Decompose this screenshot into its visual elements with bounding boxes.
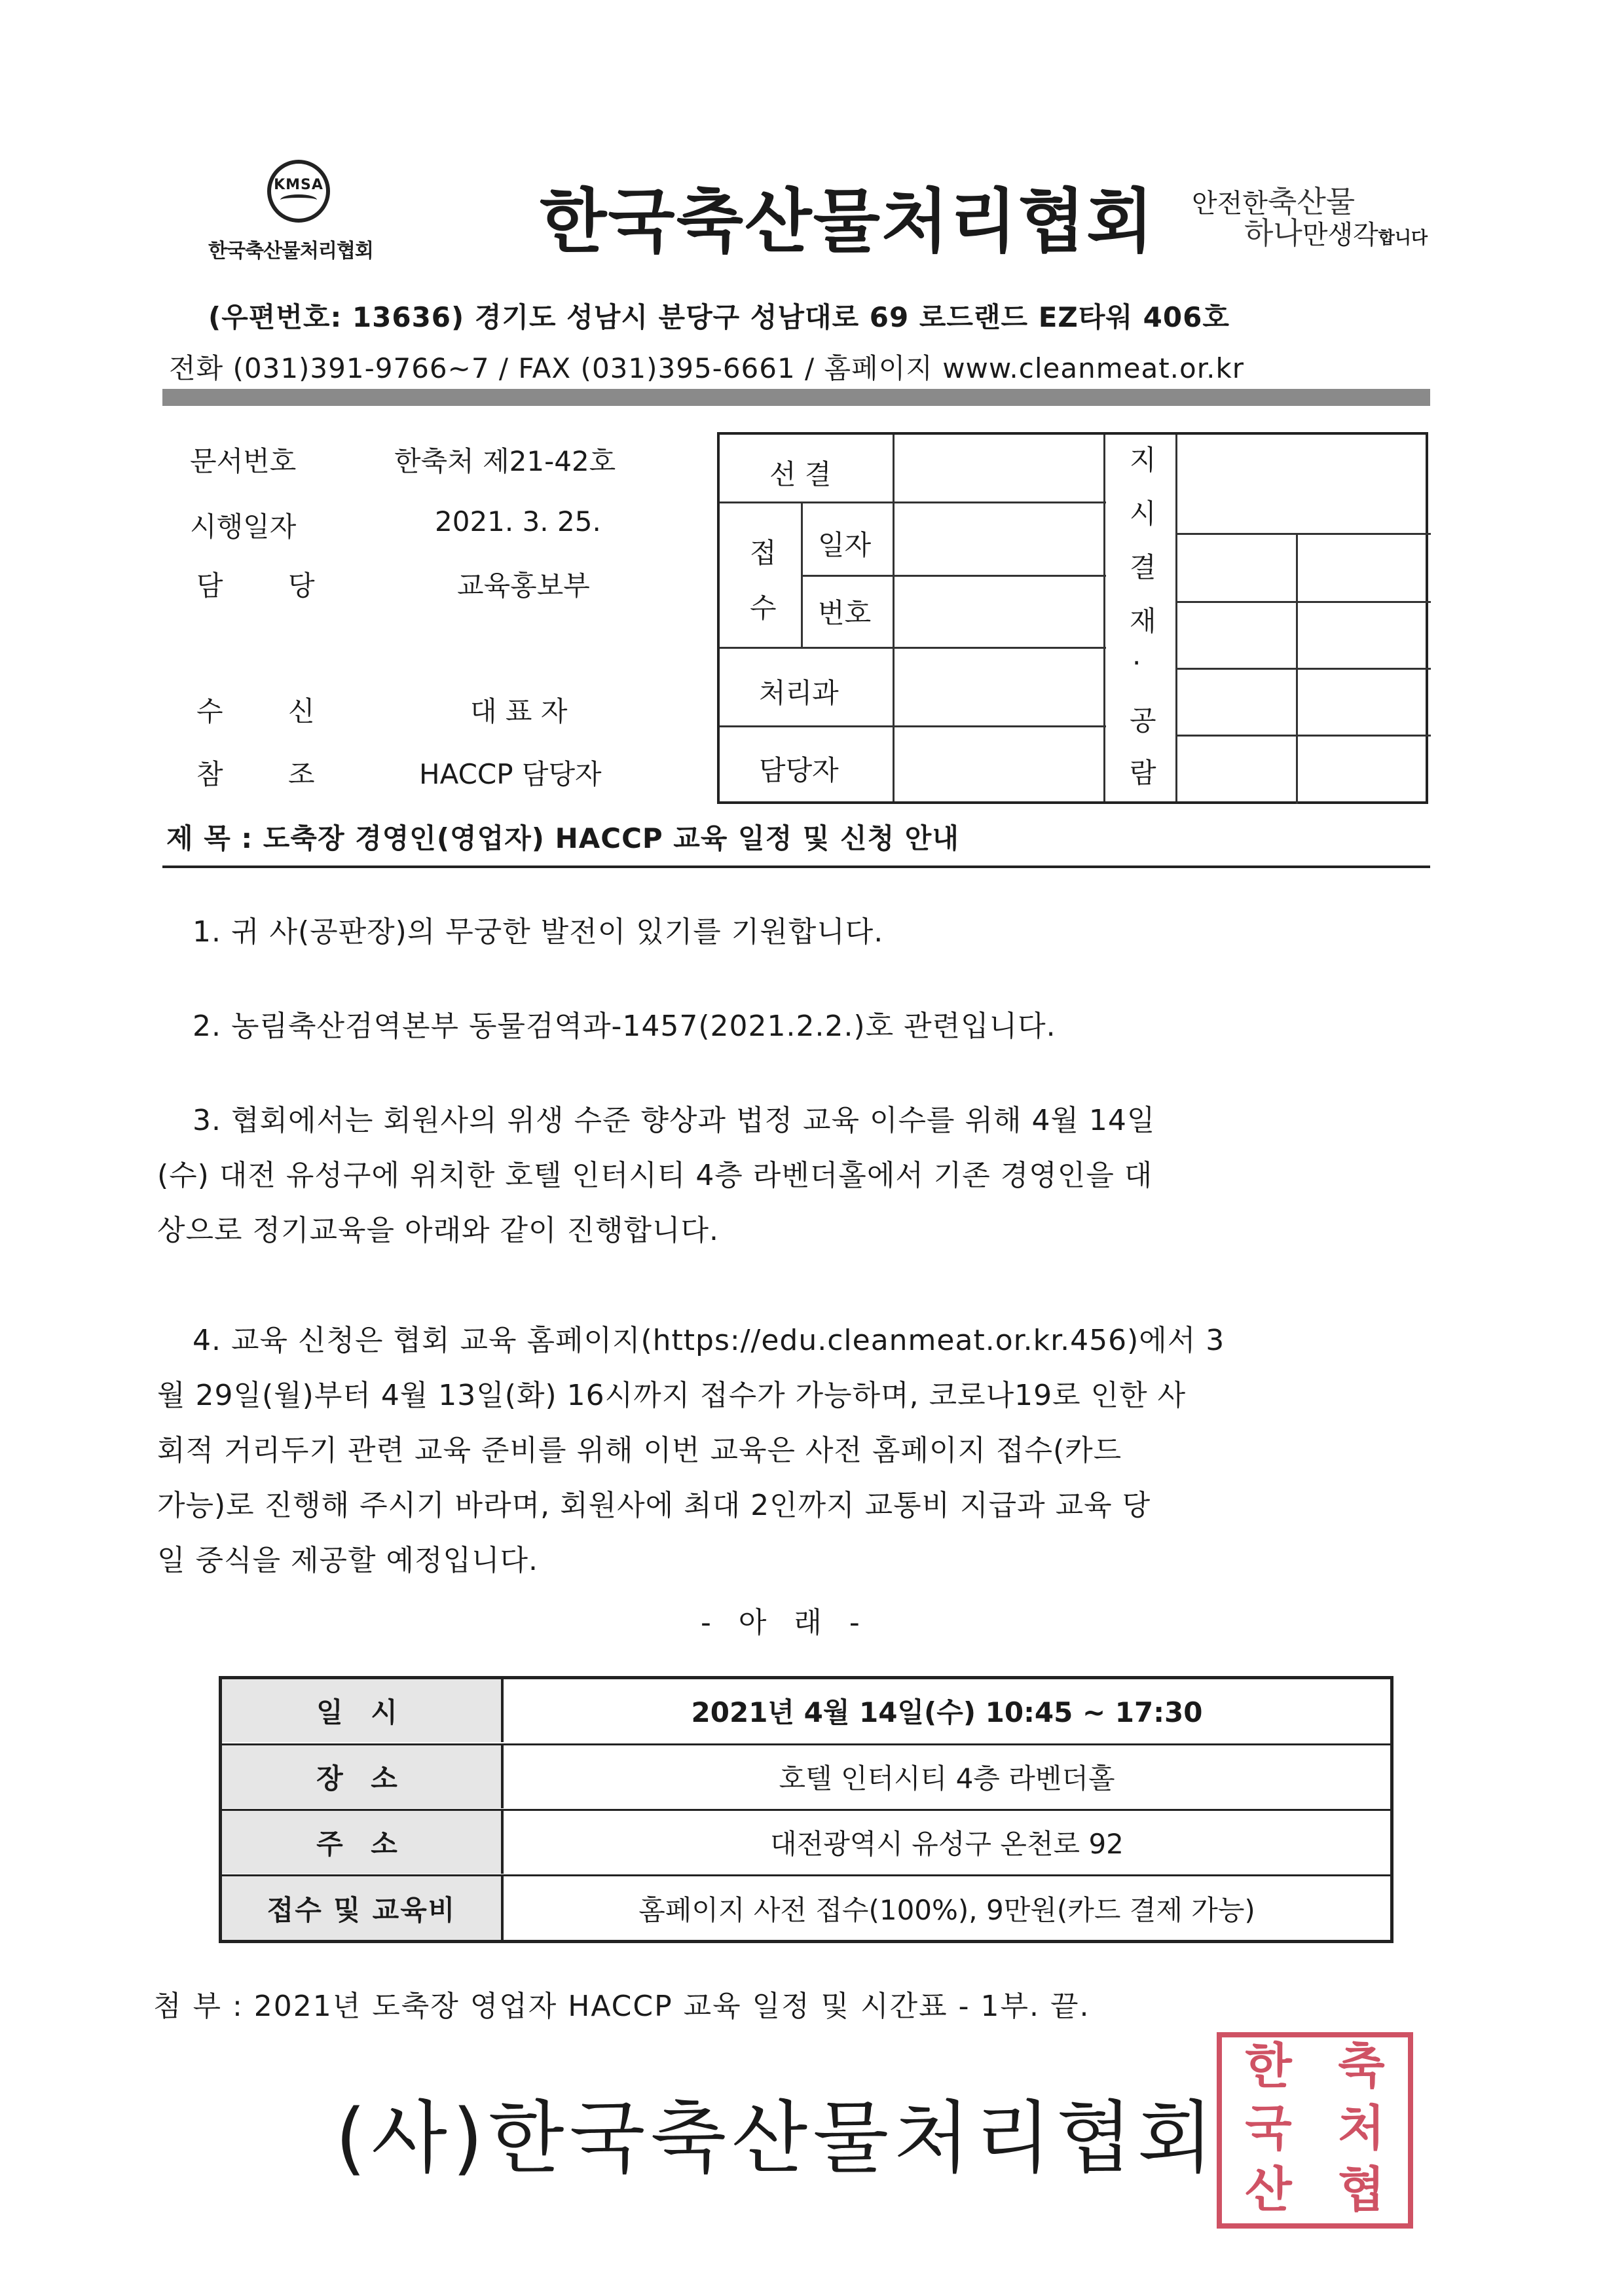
- signature-org-name: (사)한국축산물처리협회: [335, 2093, 1219, 2184]
- processing-dept-label: 처리과: [759, 677, 839, 709]
- subject-divider: [162, 866, 1430, 868]
- schedule-value: 홈페이지 사전 접수(100%), 9만원(카드 결제 가능): [638, 1893, 1255, 1926]
- slogan-word: 만생각: [1302, 220, 1378, 250]
- paragraph-4-line: 월 29일(월)부터 4월 13일(화) 16시까지 접수가 가능하며, 코로나19로 인한 사: [157, 1379, 1187, 1412]
- seal-char: 산: [1245, 2162, 1292, 2219]
- charge-label: 담: [196, 570, 223, 602]
- receipt-label: 접: [750, 537, 777, 569]
- charge-department: 교육홍보부: [457, 570, 590, 602]
- schedule-label: 접수 및 교육비: [222, 1876, 504, 1940]
- receipt-date-label: 일자: [818, 529, 872, 561]
- reference: HACCP 담당자: [419, 758, 602, 790]
- table-row: [222, 1876, 1390, 1940]
- approval-vertical-char: 공: [1130, 704, 1156, 737]
- attachment-note: 첨 부 : 2021년 도축장 영업자 HACCP 교육 일정 및 시간표 - 1부. 끝.: [153, 1990, 1090, 2023]
- logo-caption: 한국축산물처리협회: [208, 240, 373, 263]
- paragraph-1: 1. 귀 사(공판장)의 무궁한 발전이 있기를 기원합니다.: [193, 915, 884, 949]
- approval-vertical-char: 시: [1130, 498, 1156, 530]
- slogan-word: 안전한: [1192, 189, 1268, 219]
- seal-char: 한: [1245, 2038, 1292, 2094]
- header-divider-bar: [162, 389, 1430, 406]
- kmsa-logo: [267, 160, 330, 223]
- seal-char: 처: [1338, 2100, 1385, 2157]
- official-seal: [1217, 2032, 1413, 2229]
- approval-box: [717, 432, 1428, 804]
- receipt-number-label: 번호: [818, 597, 872, 629]
- schedule-value: 호텔 인터시티 4층 라벤더홀: [779, 1762, 1115, 1795]
- schedule-table: [219, 1676, 1393, 1943]
- slogan-line-2: [1244, 210, 1428, 253]
- person-in-charge-label: 담당자: [759, 754, 839, 786]
- recipient: 대 표 자: [470, 695, 568, 727]
- schedule-label: 주 소: [222, 1811, 504, 1874]
- table-row: [222, 1679, 1390, 1742]
- recipient-label: 수: [196, 695, 223, 727]
- slogan-word: 합니다: [1378, 228, 1428, 248]
- below-heading: - 아 래 -: [701, 1606, 869, 1639]
- approval-vertical-char: 결: [1130, 551, 1156, 583]
- paragraph-3-line: 상으로 정기교육을 아래와 같이 진행합니다.: [157, 1214, 720, 1247]
- approval-vertical-char: 재: [1130, 605, 1156, 637]
- approval-vertical-char: ·: [1132, 647, 1141, 679]
- seal-char: 축: [1338, 2038, 1385, 2094]
- logo-wave-icon: [280, 194, 317, 206]
- table-row: [222, 1745, 1390, 1808]
- reference-label: 조: [288, 758, 315, 790]
- paragraph-3-line: (수) 대전 유성구에 위치한 호텔 인터시티 4층 라벤더홀에서 기존 경영인을 대: [157, 1159, 1153, 1192]
- seal-char: 협: [1338, 2162, 1385, 2219]
- slogan-word: 축산물: [1267, 184, 1356, 219]
- approval-vertical-char: 지: [1130, 444, 1156, 476]
- seal-char: 국: [1245, 2100, 1292, 2157]
- schedule-label: 일 시: [222, 1679, 504, 1742]
- paragraph-4-line: 4. 교육 신청은 협회 교육 홈페이지(https://edu.cleanmeat.or.kr.456)에서 3: [193, 1324, 1225, 1357]
- schedule-value: 2021년 4월 14일(수) 10:45 ~ 17:30: [691, 1696, 1203, 1728]
- prior-decision-label: 선 결: [769, 458, 832, 490]
- org-title: 한국축산물처리협회: [540, 181, 1155, 262]
- doc-number-label: 문서번호: [190, 445, 297, 477]
- paragraph-4-line: 가능)로 진행해 주시기 바라며, 회원사에 최대 2인까지 교통비 지급과 교육 당: [157, 1489, 1151, 1522]
- charge-label: 당: [288, 570, 315, 602]
- subject: 제 목 : 도축장 경영인(영업자) HACCP 교육 일정 및 신청 안내: [166, 822, 959, 854]
- contact-info: 전화 (031)391-9766~7 / FAX (031)395-6661 / 홈페이지 www.cleanmeat.or.kr: [169, 352, 1245, 384]
- receipt-label: 수: [750, 592, 777, 624]
- table-row: [222, 1811, 1390, 1874]
- paragraph-3-line: 3. 협회에서는 회원사의 위생 수준 향상과 법정 교육 이수를 위해 4월 14일: [193, 1104, 1156, 1137]
- schedule-value: 대전광역시 유성구 온천로 92: [770, 1828, 1124, 1860]
- issue-date: 2021. 3. 25.: [435, 505, 601, 538]
- schedule-label: 장 소: [222, 1745, 504, 1808]
- slogan-word: 하나: [1244, 215, 1302, 251]
- logo-text: KMSA: [274, 177, 323, 193]
- paragraph-4-line: 일 중식을 제공할 예정입니다.: [157, 1544, 538, 1577]
- recipient-label: 신: [288, 695, 315, 727]
- address: (우편번호: 13636) 경기도 성남시 분당구 성남대로 69 로드랜드 EZ타워 406호: [208, 301, 1230, 333]
- approval-vertical-char: 람: [1130, 757, 1156, 789]
- paragraph-4-line: 회적 거리두기 관련 교육 준비를 위해 이번 교육은 사전 홈페이지 접수(카드: [157, 1434, 1122, 1467]
- date-label: 시행일자: [190, 511, 297, 543]
- reference-label: 참: [196, 758, 223, 790]
- doc-number: 한축처 제21-42호: [394, 445, 616, 477]
- paragraph-2: 2. 농림축산검역본부 동물검역과-1457(2021.2.2.)호 관련입니다.: [193, 1010, 1056, 1043]
